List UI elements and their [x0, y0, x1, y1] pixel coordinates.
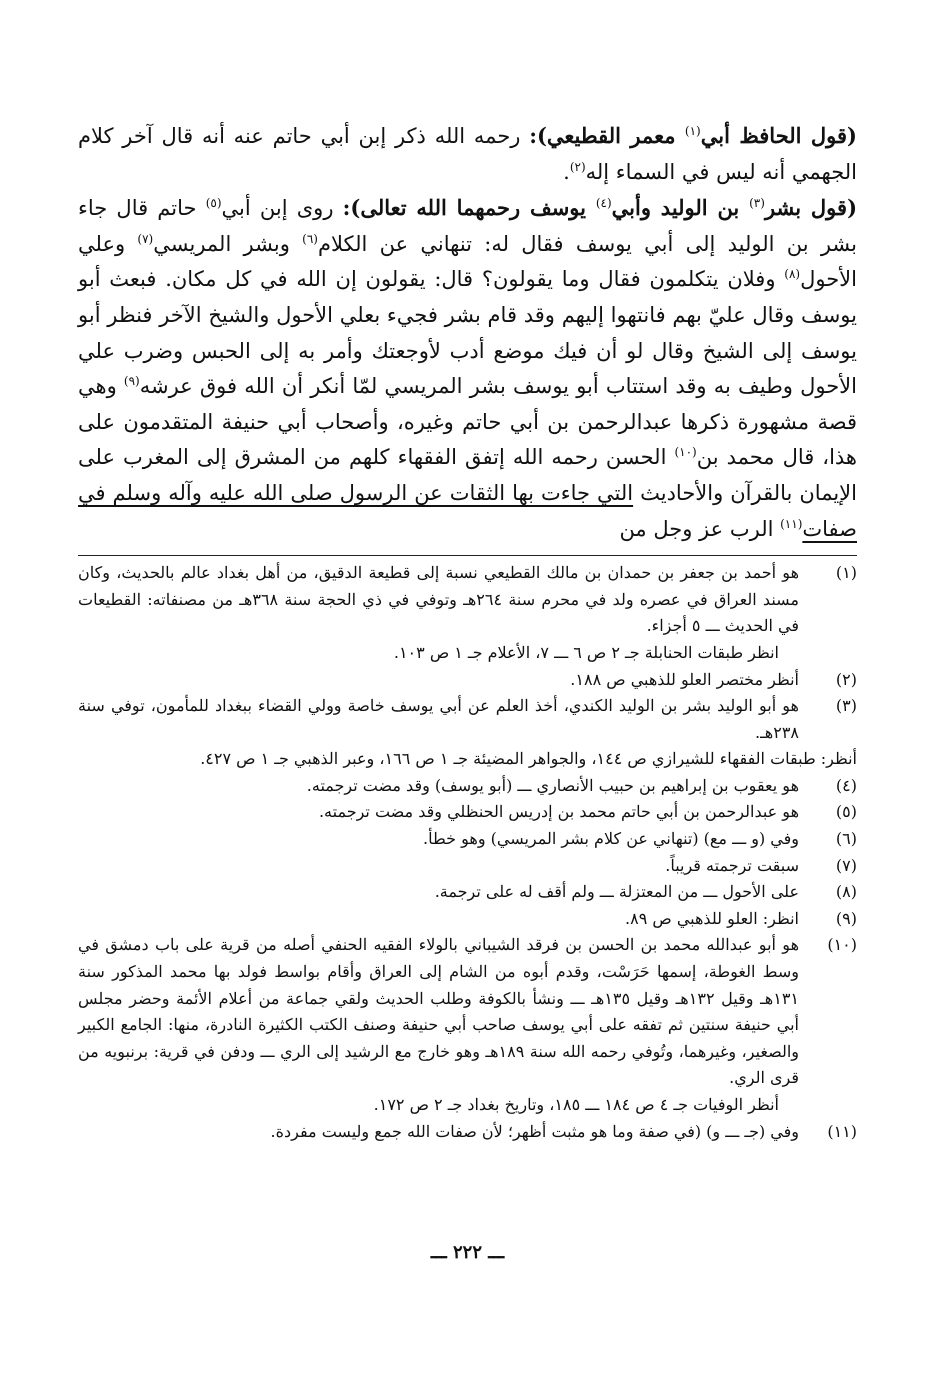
footnote-item — [78, 1119, 857, 1146]
footnote-ref[interactable]: (٢) — [569, 159, 586, 174]
page-number: ـــ ٢٢٢ ـــ — [430, 1242, 505, 1263]
paragraph-text: وعلي الأحول — [78, 231, 857, 292]
footnote-item — [78, 853, 857, 880]
footnote-text: أنظر مختصر العلو للذهبي ص ١٨٨. — [570, 669, 799, 689]
footnote-ref[interactable]: (١) — [684, 124, 701, 138]
footnote-ref[interactable]: (٨) — [784, 267, 801, 282]
paragraph-text: . — [563, 159, 570, 184]
footnote-text: هو عبدالرحمن بن أبي حاتم محمد بن إدريس الحنظلي وقد مضت ترجمته. — [318, 802, 799, 822]
heading-part: معمر القطيعي): — [529, 123, 685, 148]
paragraph-qutaiy — [78, 118, 857, 190]
footnote-ref[interactable]: (١٠) — [674, 445, 697, 460]
footnote-ref[interactable]: (٣) — [749, 196, 765, 211]
footnote-number: (١١) — [827, 1121, 857, 1141]
paragraph-text: وهي قصة مشهورة ذكرها عبدالرحمن بن أبي حاتم وغيره، وأصحاب أبي حنيفة المتقدمون على هذا، قال محمد بن — [78, 374, 858, 470]
footnote-number: (٥) — [835, 802, 857, 822]
footnote-ref[interactable]: (٥) — [205, 196, 222, 211]
heading-part: (قول الحافظ أبي — [700, 123, 857, 148]
footnote-text: وفي (و ـــ مع) (تنهاني عن كلام بشر المريسي) وهو خطأ. — [423, 829, 799, 849]
heading-part: بن الوليد وأبي — [611, 195, 750, 221]
footnote-text: هو أبو عبدالله محمد بن الحسن بن فرقد الشيباني بالولاء الفقيه الحنفي أصله من قرية على باب دمشق في وسط الغوطة، إسمها حَرَسْت، وقدم أبوه من الشام إلى العراق وأقام بواسط فولد بها محمد المذكور سنة ١٣١هـ وقيل ١٣٢هـ وقيل ١٣٥هـ ـــ ونشأ بالكوفة وطلب الحديث ولقي جماعة من أعلام الأئمة وحضر مجلس أبي حنيفة سنتين ثم تفقه على أبي يوسف صاحب أبي حنيفة وصنف الكتب الكثيرة النادرة، منها: الجامع الكبير والصغير، وغيرهما، وتُوفي رحمه الله سنة ١٨٩هـ وهو خارج مع الرشيد إلى الري ـــ ودفن في قرية: برنبويه من قرى الري. — [78, 935, 799, 1088]
footnote-item — [78, 932, 857, 1118]
footnote-number: (٣) — [835, 696, 857, 716]
footnote-number: (١) — [835, 563, 857, 583]
footnote-text: هو أحمد بن جعفر بن حمدان بن مالك القطيعي نسبة إلى قطيعة الدقيق، من أهل بغداد عالم بالحديث، وكان مسند العراق في عصره ولد في محرم سنة ٢٦٤هـ وتوفي في ذي الحجة سنة ٣٦٨هـ من مصنفاته: القطيعات في الحديث ـــ ٥ أجزاء. — [78, 563, 800, 636]
footnote-item — [78, 560, 857, 666]
footnotes-section — [78, 555, 857, 1145]
footnote-text: سبقت ترجمته قريباً. — [665, 855, 799, 875]
paragraph-text: حاتم قال جاء بشر بن الوليد إلى أبي يوسف فقال له: تنهاني عن الكلام — [78, 196, 858, 256]
footnote-ref[interactable]: (١١) — [780, 516, 803, 531]
footnote-item — [78, 773, 857, 800]
footnote-item — [78, 879, 857, 906]
footnote-number: (٤) — [835, 775, 857, 795]
paragraph-text: روى إبن أبي — [221, 196, 343, 221]
footnote-number: (١٠) — [827, 935, 857, 955]
footnote-ref[interactable]: (٧) — [137, 231, 154, 246]
footnote-ref[interactable]: (٩) — [123, 374, 140, 389]
footnote-number: (٢) — [835, 669, 857, 689]
footnote-number: (٩) — [835, 908, 857, 928]
heading-part: (قول بشر — [764, 195, 857, 221]
footnote-item — [78, 693, 857, 746]
footnote-number: (٧) — [835, 855, 857, 875]
footnote-item — [78, 799, 857, 826]
footnote-text: وفي (جـ ـــ و) (في صفة وما هو مثبت أظهر؛ لأن صفات الله جمع وليست مفردة. — [270, 1121, 799, 1141]
footnote-text: هو أبو الوليد بشر بن الوليد الكندي، أخذ العلم عن أبي يوسف خاصة وولي القضاء ببغداد للمأمون، توفي سنة ٢٣٨هـ. — [78, 696, 799, 742]
footnote-text: هو يعقوب بن إبراهيم بن حبيب الأنصاري ـــ (أبو يوسف) وقد مضت ترجمته. — [306, 775, 799, 795]
paragraph-text: الرب عز وجل من — [619, 516, 781, 541]
paragraph-text: الحسن رحمه الله إتفق الفقهاء كلهم من المشرق إلى المغرب على الإيمان بالقرآن والأحاديث — [78, 445, 857, 505]
footnote-item — [78, 906, 857, 933]
heading-part: يوسف رحمهما الله تعالى): — [342, 195, 596, 221]
footnote-text: أنظر: طبقات الفقهاء للشيرازي ص ١٤٤، والجواهر المضيئة جـ ١ ص ١٦٦، وعبر الذهبي جـ ١ ص ٤٢٧. — [200, 749, 857, 769]
footnote-number: (٨) — [835, 882, 857, 902]
paragraph-text: وبشر المريسي — [153, 231, 303, 256]
footnote-text: انظر: العلو للذهبي ص ٨٩. — [625, 908, 799, 928]
paragraph-text: رحمه الله ذكر إبن أبي حاتم عنه أنه قال آخر كلام الجهمي أنه ليس في السماء إله — [78, 124, 857, 184]
underlined-text: التي جاءت بها الثقات عن الرسول صلى الله عليه وآله وسلم في صفات — [78, 480, 857, 541]
footnote-ref[interactable]: (٤) — [595, 196, 612, 211]
footnote-ref[interactable]: (٦) — [302, 231, 318, 246]
paragraph-bishr — [78, 190, 857, 547]
footnote-text: على الأحول ـــ من المعتزلة ـــ ولم أقف له على ترجمة. — [434, 882, 799, 902]
footnote-item — [78, 667, 857, 694]
footnote-number: (٦) — [835, 829, 857, 849]
footnote-text: انظر طبقات الحنابلة جـ ٢ ص ٦ ـــ ٧، الأعلام جـ ١ ص ١٠٣. — [393, 642, 779, 662]
footnote-text: أنظر الوفيات جـ ٤ ص ١٨٤ ـــ ١٨٥، وتاريخ بغداد جـ ٢ ص ١٧٢. — [373, 1095, 779, 1114]
main-text — [78, 118, 857, 547]
footnote-item — [78, 826, 857, 853]
paragraph-text: وفلان يتكلمون فقال وما يقولون؟ قال: يقولون إن الله في كل مكان. فبعث أبو يوسف وقال عليّ بهم فانتهوا إليهم وقد قام بشر فجيء بعلي الأحول والشيخ الآخر فنظر أبو يوسف إلى الشيخ وقال لو أن فيك موضع أدب لأوجعتك وأمر به إلى الحبس وضرب علي الأحول وطيف به وقد استتاب أبو يوسف بشر المريسي لمّا أنكر أن الله فوق عرشه — [78, 267, 857, 399]
